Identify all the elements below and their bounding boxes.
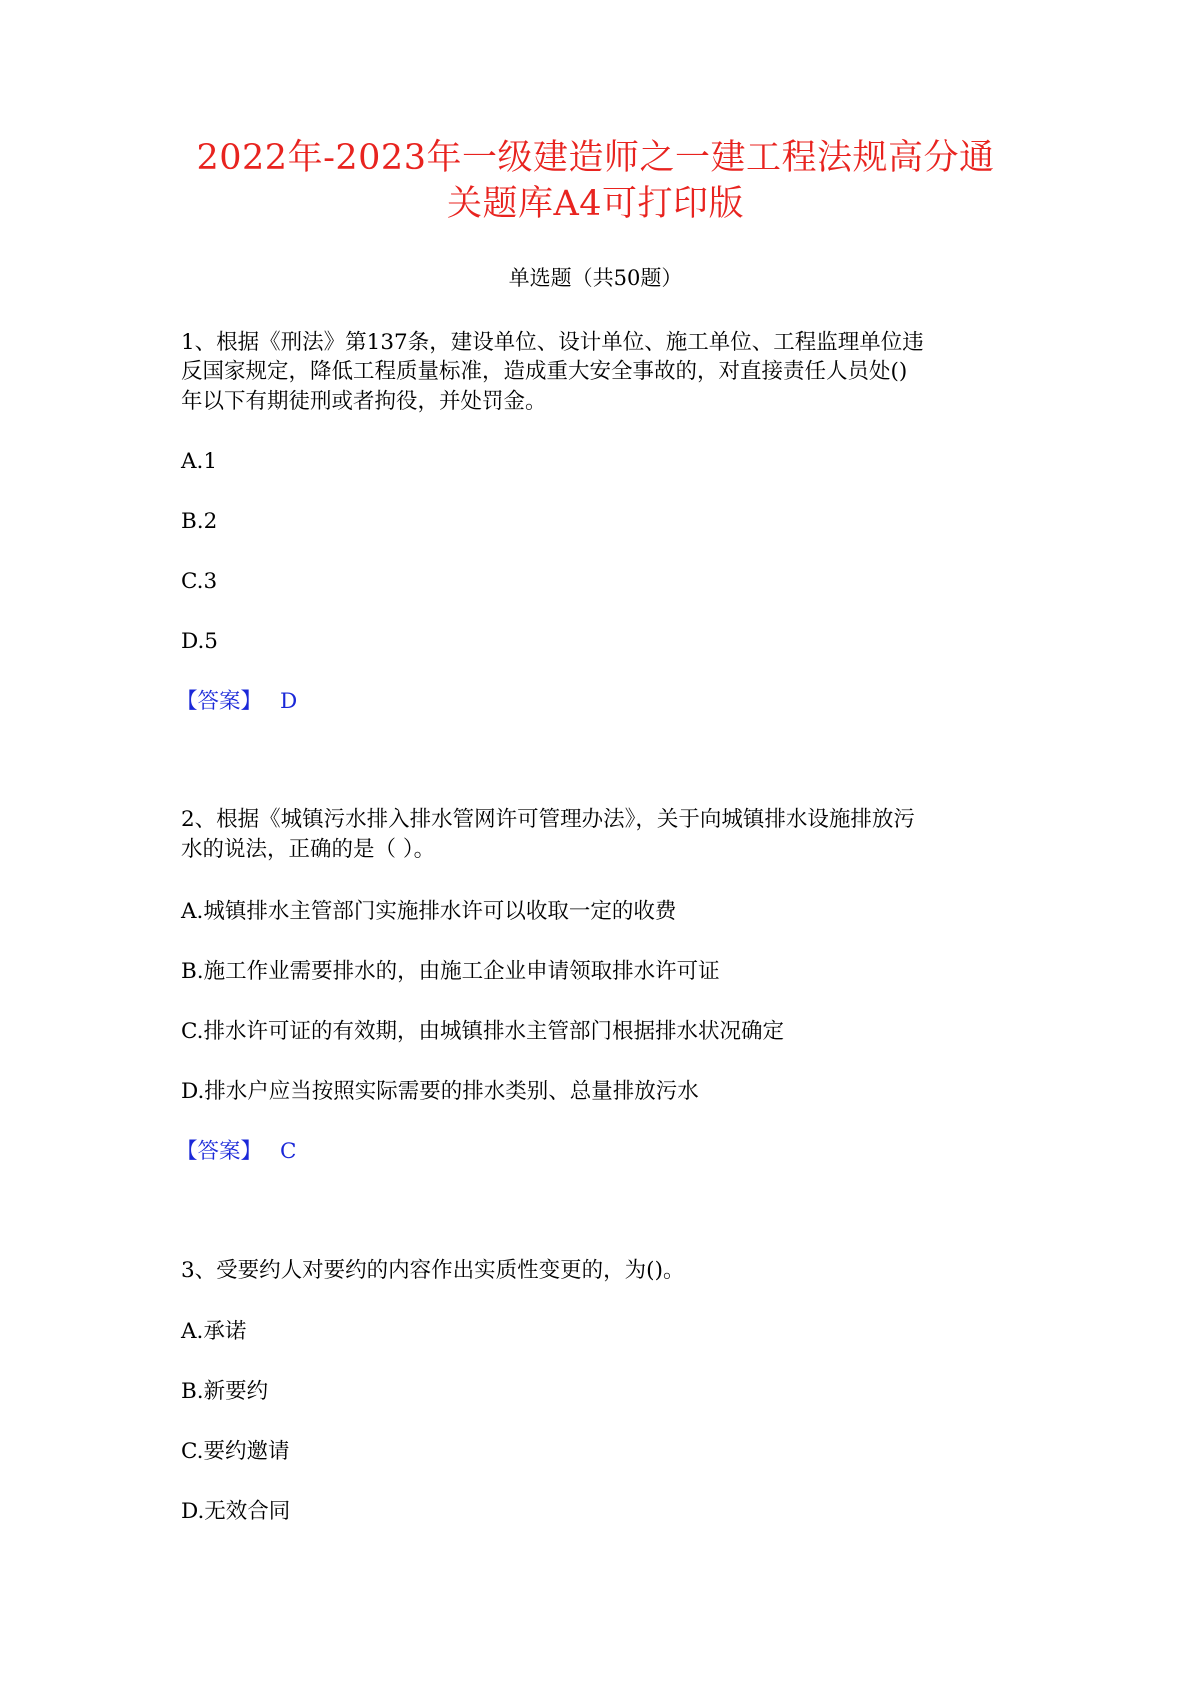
answer-label: 【答案】 [176, 1139, 263, 1164]
question-2-stem-line-1: 2、根据《城镇污水排入排水管网许可管理办法》，关于向城镇排水设施排放污 [181, 807, 915, 832]
question-2-option-a: A.城镇排水主管部门实施排水许可以收取一定的收费 [181, 899, 677, 924]
question-1-option-b: B.2 [181, 509, 218, 534]
question-1-option-d: D.5 [181, 629, 218, 654]
question-1-stem-line-2: 反国家规定，降低工程质量标准，造成重大安全事故的，对直接责任人员处() [181, 359, 908, 384]
question-3-stem-line-1: 3、受要约人对要约的内容作出实质性变更的，为()。 [181, 1258, 685, 1283]
question-2-stem-line-2: 水的说法，正确的是（ ）。 [181, 837, 436, 862]
answer-label: 【答案】 [176, 689, 263, 714]
question-3-option-c: C.要约邀请 [181, 1439, 290, 1464]
question-1-option-a: A.1 [181, 449, 218, 474]
question-2-option-d: D.排水户应当按照实际需要的排水类别、总量排放污水 [181, 1079, 699, 1104]
question-1-stem-line-1: 1、根据《刑法》第137条，建设单位、设计单位、施工单位、工程监理单位违 [181, 330, 924, 355]
question-3-option-d: D.无效合同 [181, 1499, 291, 1524]
document-title-line-2: 关题库A4可打印版 [446, 184, 745, 224]
question-2-option-b: B.施工作业需要排水的，由施工企业申请领取排水许可证 [181, 959, 720, 984]
answer-value: C [280, 1139, 297, 1164]
document-title-line-1: 2022年-2023年一级建造师之一建工程法规高分通 [196, 138, 995, 178]
question-1-stem-line-3: 年以下有期徒刑或者拘役，并处罚金。 [181, 389, 547, 414]
question-1-option-c: C.3 [181, 569, 218, 594]
question-2-option-c: C.排水许可证的有效期，由城镇排水主管部门根据排水状况确定 [181, 1019, 785, 1044]
section-heading: 单选题（共50题） [508, 266, 683, 290]
answer-value: D [280, 689, 298, 714]
question-1-answer [176, 687, 297, 717]
question-3-option-b: B.新要约 [181, 1379, 269, 1404]
question-3-option-a: A.承诺 [181, 1319, 247, 1344]
question-2-answer [176, 1137, 296, 1167]
